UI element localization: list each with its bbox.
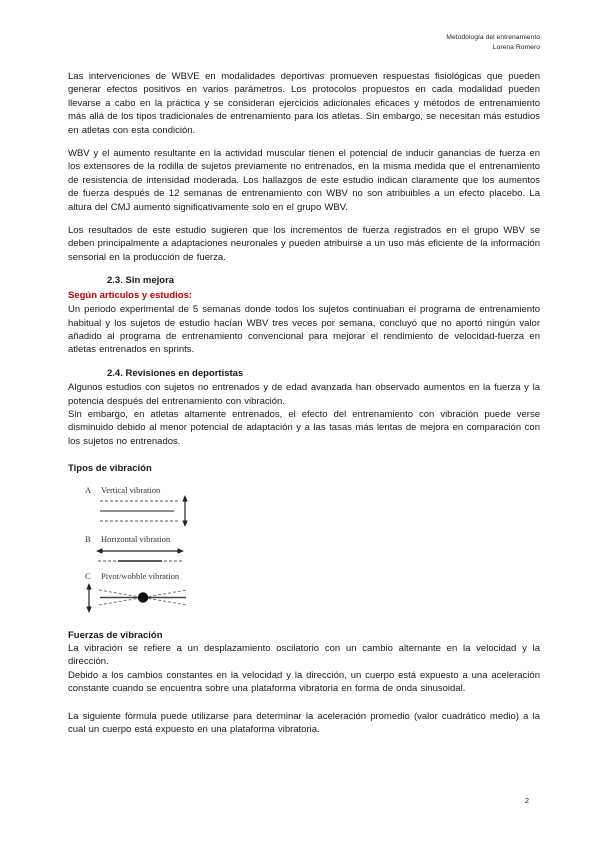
paragraph-trained-athletes: Sin embargo, en atletas altamente entrenados, el efecto del entrenamiento con vibración puede verse disminuido debido al menor potencial de adaptación y a las tasas más lentas de mejora en comparación con los sujetos no entrenados. [68, 408, 540, 447]
figure-a-label: Vertical vibration [101, 484, 161, 495]
paragraph-vibration-definition: La vibración se refiere a un desplazamiento oscilatorio con un cambio alternante en la velocidad y la dirección. [68, 642, 540, 668]
vibration-types-diagram [85, 484, 203, 614]
pivot-wobble-lines [99, 590, 187, 605]
paragraph-experimental-period: Un periodo experimental de 5 semanas donde todos los sujetos continuaban el programa de entrenamiento habitual y los sujetos de estudio hacían WBV tres veces por semana, concluyó que no aportó ningún valor añadido al programa de entrenamiento convencional para mejorar el rendimiento de velocidad-fuerza en atletas entrenados en sprints. [68, 304, 540, 356]
vibration-types-figure [85, 484, 540, 619]
paragraph-constant-acceleration: Debido a los cambios constantes en la velocidad y la dirección, un cuerpo está expuesto a una aceleración constante cuando se encuentra sobre una plataforma vibratoria en forma de onda sinusoidal. [68, 669, 540, 695]
header-author: Lorena Romero [492, 44, 540, 51]
header-document-title: Metodología del entrenamiento [446, 34, 540, 41]
pivot-point-dot [138, 592, 148, 602]
vertical-arrow-icon [182, 495, 187, 527]
paragraph-wbv-strength-gains: WBV y el aumento resultante en la actividad muscular tienen el potencial de inducir ganancias de fuerza en los extensores de la rodilla de sujetos previamente no entrenados, en la misma medida que el entrenamiento de resistencia de intensidad moderada. Los hallazgos de este estudio indican claramente que los aumentos de fuerza después de 12 semanas de entrenamiento con WBV no son atribuibles a un efecto placebo. La altura del CMJ aumentó significativamente solo en el grupo WBV. [68, 148, 540, 213]
document-body [68, 70, 540, 746]
paragraph-neural-adaptations: Los resultados de este estudio sugieren que los incrementos de fuerza registrados en el grupo WBV se deben principalmente a adaptaciones neuronales y pueden atribuirse a un uso más eficiente de la información sensorial en la producción de fuerza. [68, 225, 540, 263]
heading-fuerzas-vibracion: Fuerzas de vibración [68, 629, 163, 641]
pivot-vertical-arrow-icon [86, 583, 91, 613]
paragraph-wbve-interventions: Las intervenciones de WBVE en modalidades deportivas promueven respuestas fisiológicas que pueden generar efectos positivos en varios parámetros. Los protocolos propuestos en cada modalidad pueden llevarse a cabo en la práctica y se consideran ejercicios adicionales eficaces y métodos de entrenamiento más allá de los tipos tradicionales de entrenamiento para los atletas. Sin embargo, se necesitan más estudios en atletas con esta condición. [68, 71, 540, 136]
page-number: 2 [524, 796, 529, 805]
figure-c-letter: C [85, 570, 91, 581]
paragraph-untrained-subjects: Algunos estudios con sujetos no entrenados y de edad avanzada han observado aumentos en la fuerza y la potencia después del entrenamiento con vibración. [68, 382, 540, 407]
heading-tipos-vibracion: Tipos de vibración [68, 463, 152, 475]
figure-b-letter: B [85, 533, 91, 544]
horizontal-arrow-icon [96, 548, 184, 553]
paragraph-rms-formula: La siguiente fórmula puede utilizarse para determinar la aceleración promedio (valor cuadrático medio) a la cual un cuerpo está expuesto en una plataforma vibratoria. [68, 710, 540, 735]
heading-segun-articulos: Según artículos y estudios: [68, 289, 193, 301]
heading-section-2-4: 2.4. Revisiones en deportistas [107, 367, 244, 379]
heading-section-2-3: 2.3. Sin mejora [107, 275, 175, 287]
figure-a-letter: A [85, 484, 92, 495]
figure-b-label: Horizontal vibration [101, 533, 171, 544]
page-header [446, 33, 540, 53]
figure-c-label: Pivot/wobble vibration [101, 570, 180, 581]
